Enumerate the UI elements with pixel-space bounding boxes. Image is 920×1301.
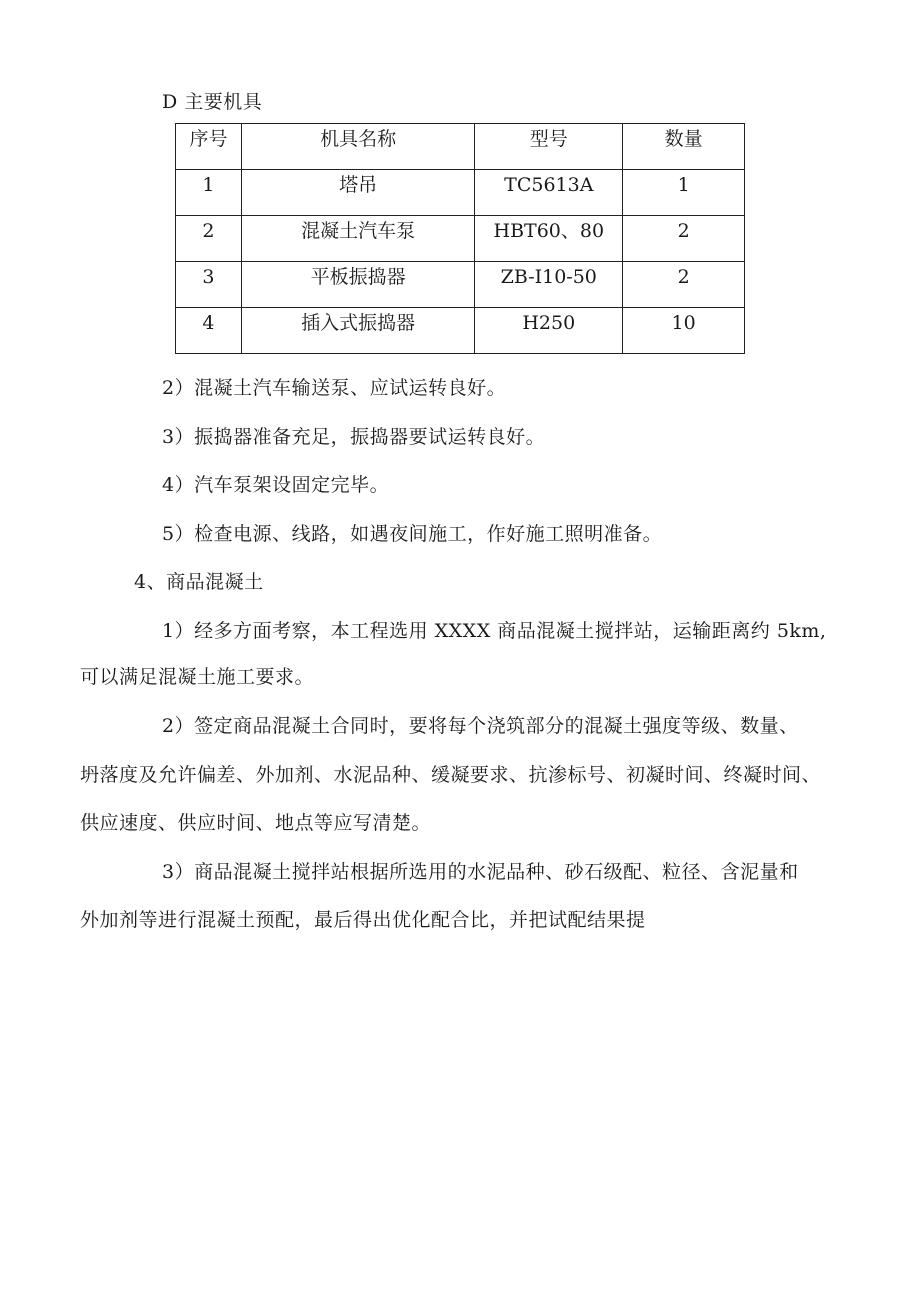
- cell-quantity: 2: [623, 216, 745, 262]
- cell-index: 4: [176, 308, 242, 354]
- cell-model: HBT60、80: [475, 216, 623, 262]
- cell-index: 2: [176, 216, 242, 262]
- cell-index: 1: [176, 170, 242, 216]
- cell-model: ZB-I10-50: [475, 262, 623, 308]
- paragraph-line: 2）签定商品混凝土合同时，要将每个浇筑部分的混凝土强度等级、数量、: [162, 715, 799, 737]
- checklist-item: 5）检查电源、线路，如遇夜间施工，作好施工照明准备。: [162, 523, 663, 545]
- section-4-heading: 4、商品混凝土: [134, 571, 264, 593]
- paragraph-line: 外加剂等进行混凝土预配，最后得出优化配合比，并把试配结果提: [80, 909, 646, 931]
- cell-quantity: 2: [623, 262, 745, 308]
- paragraph-line: 3）商品混凝土搅拌站根据所选用的水泥品种、砂石级配、粒径、含泥量和: [162, 861, 799, 883]
- checklist-item: 2）混凝土汽车输送泵、应试运转良好。: [162, 377, 507, 399]
- equipment-table: [175, 123, 745, 354]
- cell-index: 3: [176, 262, 242, 308]
- table-row: [176, 170, 745, 216]
- paragraph-line: 坍落度及允许偏差、外加剂、水泥品种、缓凝要求、抗渗标号、初凝时间、终凝时间、: [80, 764, 822, 786]
- table-row: [176, 308, 745, 354]
- table-row: [176, 262, 745, 308]
- paragraph-line: 1）经多方面考察，本工程选用 XXXX 商品混凝土搅拌站，运输距离约 5km,: [162, 620, 827, 642]
- cell-name: 混凝土汽车泵: [241, 216, 474, 262]
- cell-quantity: 10: [623, 308, 745, 354]
- header-cell-name: 机具名称: [241, 124, 474, 170]
- cell-quantity: 1: [623, 170, 745, 216]
- header-cell-quantity: 数量: [623, 124, 745, 170]
- cell-name: 塔吊: [241, 170, 474, 216]
- cell-name: 插入式振捣器: [241, 308, 474, 354]
- header-cell-index: 序号: [176, 124, 242, 170]
- paragraph-line: 供应速度、供应时间、地点等应写清楚。: [80, 812, 432, 834]
- header-cell-model: 型号: [475, 124, 623, 170]
- cell-name: 平板振捣器: [241, 262, 474, 308]
- table-row: [176, 216, 745, 262]
- cell-model: TC5613A: [475, 170, 623, 216]
- section-heading: D 主要机具: [162, 91, 263, 113]
- cell-model: H250: [475, 308, 623, 354]
- checklist-item: 3）振捣器准备充足，振捣器要试运转良好。: [162, 426, 546, 448]
- checklist-item: 4）汽车泵架设固定完毕。: [162, 474, 390, 496]
- table-header-row: [176, 124, 745, 170]
- paragraph-line: 可以满足混凝土施工要求。: [80, 666, 315, 688]
